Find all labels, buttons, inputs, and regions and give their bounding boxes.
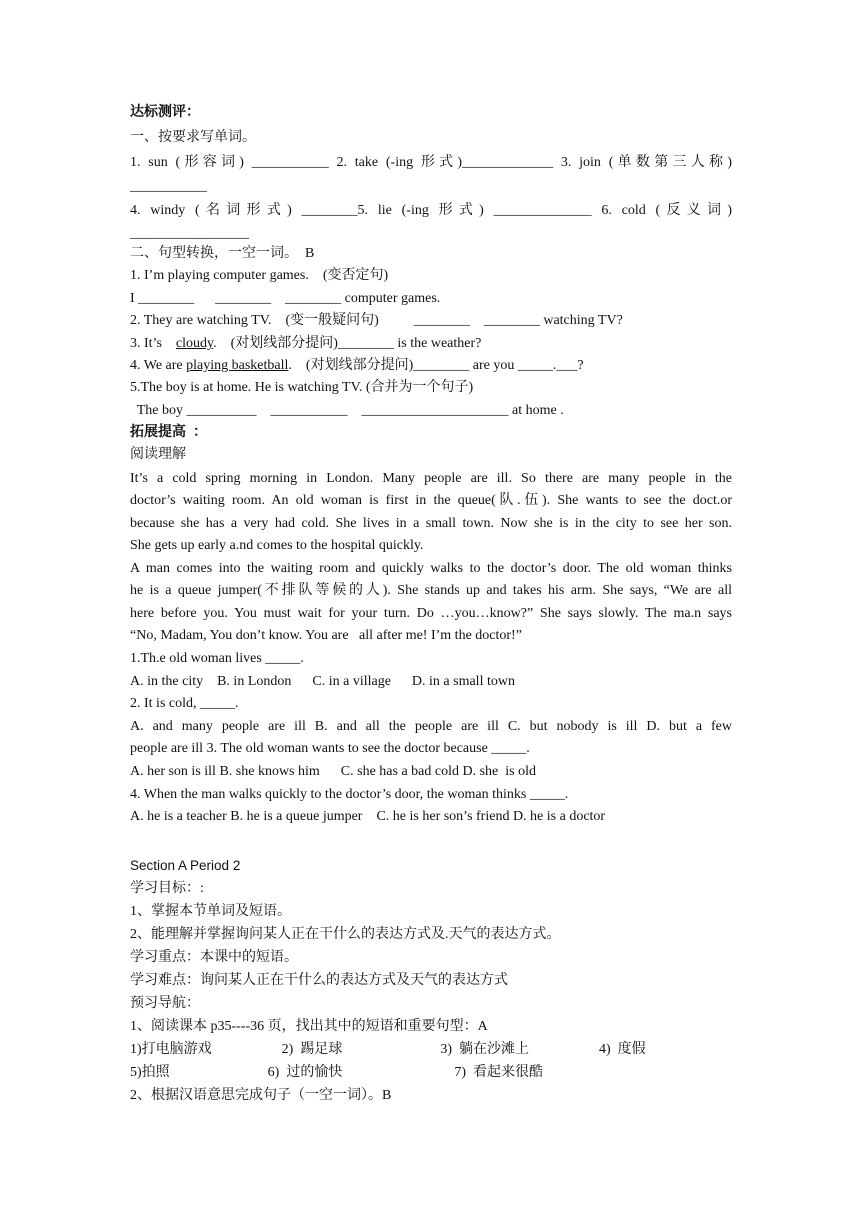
reading-q2: 2. It is cold, _____. xyxy=(130,696,239,711)
part1-title: 一、按要求写单词。 xyxy=(130,130,256,145)
passage-p2-line4: “No, Madam, You don’t know. You are all after me! I’m the doctor!” xyxy=(130,628,522,643)
task-2: 2、根据汉语意思完成句子（一空一词）。B xyxy=(130,1088,392,1103)
reading-q1: 1.Th.e old woman lives _____. xyxy=(130,651,304,666)
learning-difficulty: 学习难点：询问某人正在干什么的表达方式及天气的表达方式 xyxy=(130,973,508,988)
passage-p1-line4: She gets up early a.nd comes to the hospital quickly. xyxy=(130,538,424,553)
question-5: 5.The boy is at home. He is watching TV. (合并为一个句子) xyxy=(130,380,474,395)
phrases-line2: 5)拍照 6) 过的愉快 7) 看起来很酷 xyxy=(130,1065,543,1080)
reading-q4-options: A. he is a teacher B. he is a queue jumper C. he is her son’s friend D. he is a doctor xyxy=(130,809,606,824)
quiz-heading: 达标测评： xyxy=(130,105,200,120)
q3-text-b: . (对划线部分提问)________ is the weather? xyxy=(213,336,482,351)
reading-q3-options: A. her son is ill B. she knows him C. she has a bad cold D. she is old xyxy=(130,764,536,779)
preview-title: 预习导航： xyxy=(130,996,200,1011)
q4-text-a: 4. We are xyxy=(130,358,187,373)
extend-heading: 拓展提高 ： xyxy=(130,425,207,440)
question-1: 1. I’m playing computer games. (变否定句) xyxy=(130,268,389,283)
learning-focus: 学习重点：本课中的短语。 xyxy=(130,950,298,965)
goal-1: 1、掌握本节单词及短语。 xyxy=(130,904,291,919)
passage-p1-line2: doctor’s waiting room. An old woman is first in the queue(队.伍). She wants to see the doct.or xyxy=(130,493,732,508)
passage-p1-line3: because she has a very had cold. She lives in a small town. Now she is in the city to see her son. xyxy=(130,516,732,531)
question-5-blanks: The boy __________ ___________ _____________________ at home . xyxy=(130,403,564,418)
reading-q1-options: A. in the city B. in London C. in a village D. in a small town xyxy=(130,674,515,689)
phrases-line1: 1)打电脑游戏 2) 踢足球 3) 躺在沙滩上 4) 度假 xyxy=(130,1042,646,1057)
q3-text-a: 3. It’s xyxy=(130,336,176,351)
passage-p2-line1: A man comes into the waiting room and quickly walks to the doctor’s door. The old woman thinks xyxy=(130,561,732,576)
passage-p1-line1: It’s a cold spring morning in London. Many people are ill. So there are many people in the xyxy=(130,471,732,486)
part1-line4: _________________ xyxy=(130,226,249,241)
reading-title: 阅读理解 xyxy=(130,447,186,462)
passage-p2-line3: here before you. You must wait for your turn. Do …you…know?” She says slowly. The ma.n says xyxy=(130,606,732,621)
part1-line3: 4. windy (名词形式) ________5. lie (-ing 形式) ______________ 6. cold (反义词) xyxy=(130,203,732,218)
reading-q4: 4. When the man walks quickly to the doctor’s door, the woman thinks _____. xyxy=(130,787,569,802)
q4-text-b: . (对划线部分提问)________ are you _____.___? xyxy=(288,358,584,373)
reading-q2-options-cont: people are ill 3. The old woman wants to see the doctor because _____. xyxy=(130,741,530,756)
part1-line2: ___________ xyxy=(130,179,207,194)
task-1: 1、阅读课本 p35----36 页，找出其中的短语和重要句型：A xyxy=(130,1019,488,1034)
goals-title: 学习目标：: xyxy=(130,881,204,896)
q3-underlined: cloudy xyxy=(175,336,214,351)
question-3 xyxy=(130,335,481,353)
reading-q2-options: A. and many people are ill B. and all the people are ill C. but nobody is ill D. but a few xyxy=(130,719,732,734)
section-title: Section A Period 2 xyxy=(130,858,241,873)
question-4 xyxy=(130,357,584,375)
part2-title: 二、句型转换，一空一词。 B xyxy=(130,246,315,261)
q4-underlined: playing basketball xyxy=(186,358,289,373)
part1-line1: 1. sun (形容词) ___________ 2. take (-ing 形式)_____________ 3. join (单数第三人称) xyxy=(130,155,732,170)
goal-2: 2、能理解并掌握询问某人正在干什么的表达方式及.天气的表达方式。 xyxy=(130,927,561,942)
passage-p2-line2: he is a queue jumper(不排队等候的人). She stands up and takes his arm. She says, “We are all xyxy=(130,583,732,598)
question-1-blanks: I ________ ________ ________ computer games. xyxy=(130,291,441,306)
question-2: 2. They are watching TV. (变一般疑问句) ________ ________ watching TV? xyxy=(130,313,623,328)
